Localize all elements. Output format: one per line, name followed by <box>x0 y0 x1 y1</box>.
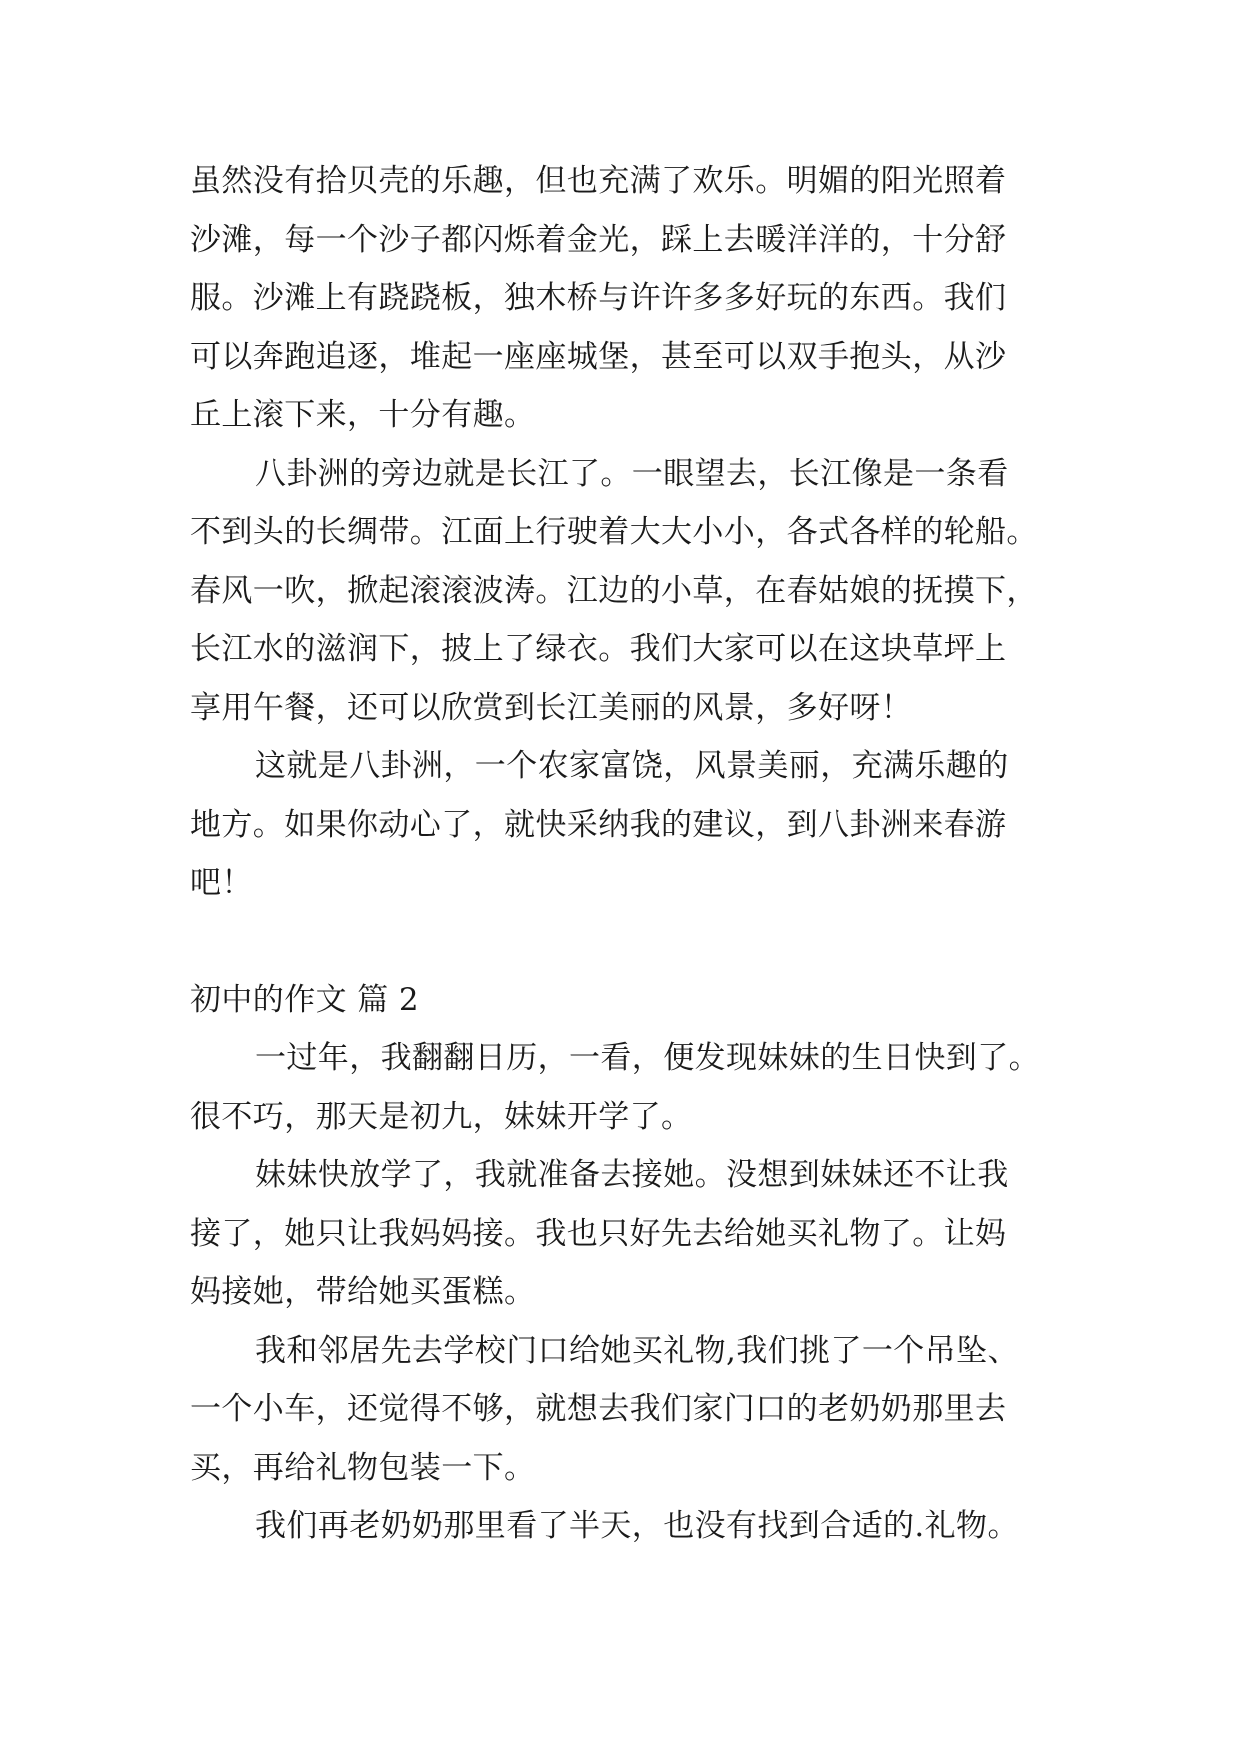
text-line: 丘上滚下来，十分有趣。 <box>190 397 536 433</box>
paragraph-first-line: 妹妹快放学了，我就准备去接她。没想到妹妹还不让我 <box>255 1157 1009 1193</box>
paragraph-first-line: 我们再老奶奶那里看了半天，也没有找到合适的.礼物。 <box>255 1508 1019 1544</box>
text-line: 妈接她，带给她买蛋糕。 <box>190 1274 536 1310</box>
text-line: 可以奔跑追逐，堆起一座座城堡，甚至可以双手抱头，从沙 <box>190 338 1007 375</box>
document-body <box>190 152 1060 1556</box>
text-line: 虽然没有拾贝壳的乐趣，但也充满了欢乐。明媚的阳光照着 <box>190 163 1007 199</box>
text-line: 长江水的滋润下，披上了绿衣。我们大家可以在这块草坪上 <box>190 631 1007 667</box>
text-line: 很不巧，那天是初九，妹妹开学了。 <box>190 1098 693 1135</box>
text-line: 买，再给礼物包装一下。 <box>190 1449 536 1486</box>
paragraph-first-line: 一过年，我翻翻日历，一看，便发现妹妹的生日快到了。 <box>255 1040 1040 1076</box>
paragraph-first-line: 我和邻居先去学校门口给她买礼物,我们挑了一个吊坠、 <box>255 1332 1019 1369</box>
text-line: 沙滩，每一个沙子都闪烁着金光，踩上去暖洋洋的，十分舒 <box>190 221 1007 258</box>
text-line: 享用午餐，还可以欣赏到长江美丽的风景，多好呀！ <box>190 689 913 726</box>
section-gap <box>190 913 1060 971</box>
paragraph-first-line: 八卦洲的旁边就是长江了。一眼望去，长江像是一条看 <box>255 455 1009 492</box>
text-line: 服。沙滩上有跷跷板，独木桥与许许多多好玩的东西。我们 <box>190 280 1007 316</box>
text-line: 一个小车，还觉得不够，就想去我们家门口的老奶奶那里去 <box>190 1391 1007 1427</box>
paragraph-first-line: 这就是八卦洲，一个农家富饶，风景美丽，充满乐趣的 <box>255 748 1009 784</box>
text-line: 不到头的长绸带。江面上行驶着大大小小，各式各样的轮船。 <box>190 514 1038 550</box>
text-line: 地方。如果你动心了，就快采纳我的建议，到八卦洲来春游 <box>190 806 1007 843</box>
text-line: 接了，她只让我妈妈接。我也只好先去给她买礼物了。让妈 <box>190 1215 1007 1252</box>
section-heading: 初中的作文 篇 2 <box>190 981 420 1018</box>
text-line: 春风一吹，掀起滚滚波涛。江边的小草，在春姑娘的抚摸下， <box>190 572 1038 609</box>
text-line: 吧！ <box>190 865 253 901</box>
